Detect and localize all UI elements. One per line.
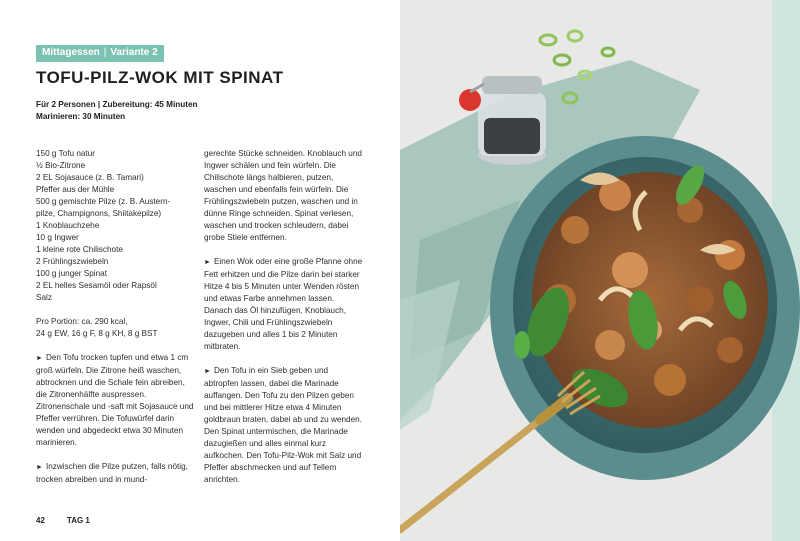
ingredient-item: 100 g junger Spinat (36, 269, 108, 278)
servings-and-time: Für 2 Personen | Zubereitung: 45 Minuten (36, 100, 198, 109)
nutrition-line: 24 g EW, 16 g F, 8 g KH, 8 g BST (36, 329, 158, 338)
page-number: 42 (36, 516, 45, 525)
marinating-time: Marinieren: 30 Minuten (36, 112, 126, 121)
ingredient-item: Pfeffer aus der Mühle (36, 185, 115, 194)
recipe-meta (36, 99, 198, 123)
step-1 (36, 352, 194, 449)
category-badge (36, 45, 164, 62)
ingredient-item: ½ Bio-Zitrone (36, 161, 86, 170)
nutrition-line: Pro Portion: ca. 290 kcal, (36, 317, 128, 326)
photo-illustration (400, 0, 800, 541)
step-2-start (36, 461, 194, 486)
page-footer (36, 516, 90, 525)
variant-label: Variante 2 (110, 47, 158, 58)
step-arrow-icon: ► (204, 368, 211, 375)
chapter-label: TAG 1 (66, 516, 90, 525)
nutrition-info (36, 316, 194, 340)
step-2-start-text: Inzwischen die Pilze putzen, falls nötig, trocken abreiben und in mund- (36, 462, 188, 484)
ingredient-item: 2 Frühlingszwiebeln (36, 257, 109, 266)
ingredient-item: 2 EL Sojasauce (z. B. Tamari) (36, 173, 144, 182)
ingredient-list (36, 148, 194, 304)
left-column (36, 148, 194, 486)
step-3-text: Einen Wok oder eine große Pfanne ohne Fett erhitzen und die Pilze darin bei starker Hitze 4 bis 5 Minuten unter Wenden rösten und etwas Farbe annehmen lassen. Danach das Öl hinzufügen, Knoblauch, Ingwer, Chili und Frühlingszwiebeln dazugeben und alles 1 bis 2 Minuten mitbraten. (204, 257, 363, 351)
category-label: Mittagessen (42, 47, 100, 58)
step-arrow-icon: ► (36, 355, 43, 362)
ingredient-item: Salz (36, 293, 52, 302)
ingredient-item: 1 Knoblauchzehe (36, 221, 100, 230)
step-1-text: Den Tofu trocken tupfen und etwa 1 cm groß würfeln. Die Zitrone heiß waschen, abtrocknen und die Schale fein abreiben, die Zitronenhälfte auspressen. Zitronenschale und -saft mit Sojasauce und Pfeffer verrühren. Die Tofuwürfel darin wenden und abgedeckt etwa 30 Minuten marinieren. (36, 353, 194, 447)
badge-separator: | (103, 47, 107, 58)
step-arrow-icon: ► (204, 259, 211, 266)
step-4 (204, 365, 364, 486)
ingredient-item: 2 EL helles Sesamöl oder Rapsöl (36, 281, 157, 290)
right-column (204, 148, 364, 486)
step-4-text: Den Tofu in ein Sieb geben und abtropfen lassen, dabei die Marinade auffangen. Den Tofu zu den Pilzen geben und bei mittlerer Hitze etwa 4 Minuten goldbraun braten, dabei ab und zu wenden. Den Spinat untermischen, die Marinade dazugießen und alles einmal kurz aufkochen. Den Tofu-Pilz-Wok mit Salz und Pfeffer abschmecken und auf Tellern anrichten. (204, 366, 362, 484)
recipe-title: TOFU-PILZ-WOK MIT SPINAT (36, 68, 284, 87)
ingredient-item: pilze, Champignons, Shiitakepilze) (36, 209, 162, 218)
step-arrow-icon: ► (36, 464, 43, 471)
ingredient-item: 10 g Ingwer (36, 233, 79, 242)
step-3 (204, 256, 364, 353)
step-2-end: gerechte Stücke schneiden. Knoblauch und Ingwer schälen und fein würfeln. Die Chilischote längs halbieren, putzen, waschen und ebenfalls fein würfeln. Die Frühlingszwiebeln putzen, waschen und in dünne Ringe schneiden. Spinat verlesen, waschen und trocken schleudern, dabei grobe Stiele entfernen. (204, 149, 362, 242)
ingredient-item: 1 kleine rote Chilischote (36, 245, 123, 254)
food-photo (400, 0, 800, 541)
ingredient-item: 150 g Tofu natur (36, 149, 96, 158)
ingredient-item: 500 g gemischte Pilze (z. B. Austern- (36, 197, 171, 206)
